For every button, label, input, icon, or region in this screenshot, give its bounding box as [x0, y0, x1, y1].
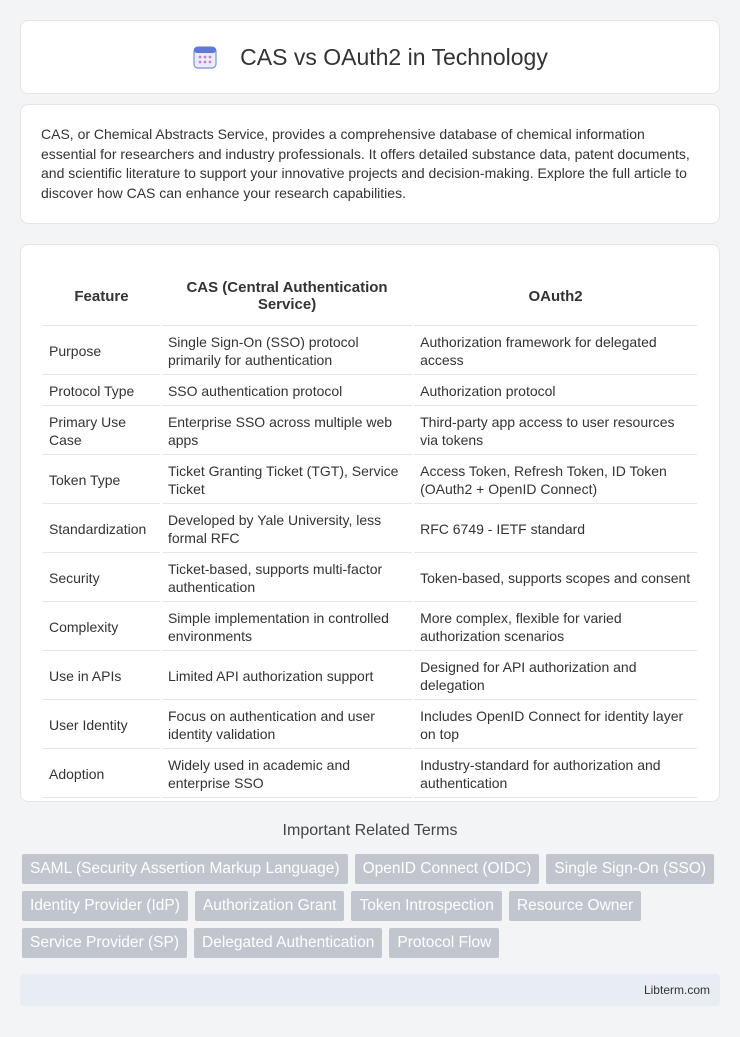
tag-row [22, 928, 722, 958]
cell-oauth2: More complex, flexible for varied authorization scenarios [414, 604, 697, 651]
cell-feature: Use in APIs [43, 653, 160, 700]
header-card [20, 20, 720, 94]
table-row [43, 377, 697, 406]
table-row [43, 506, 697, 553]
intro-text: CAS, or Chemical Abstracts Service, provides a comprehensive database of chemical information essential for researchers and industry professionals. It offers detailed substance data, patent documents, and scientific literature to support your innovative projects and decision-making. Explore the full article to discover how CAS can enhance your research capabilities. [41, 126, 690, 201]
cell-feature: Primary Use Case [43, 408, 160, 455]
cell-cas: Developed by Yale University, less formal RFC [162, 506, 412, 553]
cell-cas: Limited API authorization support [162, 653, 412, 700]
column-header-cas: CAS (Central Authentication Service) [162, 267, 412, 326]
related-term-tag[interactable]: Identity Provider (IdP) [22, 891, 188, 921]
related-term-tag[interactable]: Authorization Grant [195, 891, 345, 921]
cell-feature: Purpose [43, 328, 160, 375]
related-term-tag[interactable]: Delegated Authentication [194, 928, 382, 958]
table-row [43, 702, 697, 749]
cell-oauth2: Third-party app access to user resources via tokens [414, 408, 697, 455]
table-row [43, 751, 697, 798]
cell-oauth2: Access Token, Refresh Token, ID Token (OAuth2 + OpenID Connect) [414, 457, 697, 504]
related-term-tag[interactable]: SAML (Security Assertion Markup Language) [22, 854, 348, 884]
cell-feature: Security [43, 555, 160, 602]
table-row [43, 408, 697, 455]
table-row [43, 604, 697, 651]
cell-cas: Single Sign-On (SSO) protocol primarily for authentication [162, 328, 412, 375]
cell-cas: Focus on authentication and user identity validation [162, 702, 412, 749]
footer-site[interactable]: Libterm.com [643, 983, 710, 997]
cell-cas: Widely used in academic and enterprise SSO [162, 751, 412, 798]
table-row [43, 653, 697, 700]
comparison-table [41, 265, 699, 800]
related-terms-list [22, 854, 722, 965]
cell-oauth2: Authorization framework for delegated access [414, 328, 697, 375]
column-header-oauth2: OAuth2 [414, 267, 697, 326]
table-row [43, 328, 697, 375]
related-term-tag[interactable]: Service Provider (SP) [22, 928, 187, 958]
cell-oauth2: Includes OpenID Connect for identity layer on top [414, 702, 697, 749]
tag-row [22, 891, 722, 921]
cell-cas: Simple implementation in controlled environments [162, 604, 412, 651]
cell-cas: Ticket-based, supports multi-factor authentication [162, 555, 412, 602]
cell-oauth2: Industry-standard for authorization and authentication [414, 751, 697, 798]
related-term-tag[interactable]: Token Introspection [351, 891, 501, 921]
table-row [43, 457, 697, 504]
tag-row [22, 854, 722, 884]
cell-oauth2: Designed for API authorization and delegation [414, 653, 697, 700]
page-title: CAS vs OAuth2 in Technology [240, 43, 548, 70]
cell-feature: Protocol Type [43, 377, 160, 406]
comparison-card [20, 244, 720, 802]
related-term-tag[interactable]: Protocol Flow [389, 928, 499, 958]
table-row [43, 555, 697, 602]
cell-feature: Token Type [43, 457, 160, 504]
cell-oauth2: RFC 6749 - IETF standard [414, 506, 697, 553]
related-term-tag[interactable]: Single Sign-On (SSO) [546, 854, 714, 884]
cell-cas: Ticket Granting Ticket (TGT), Service Ticket [162, 457, 412, 504]
intro-card [20, 104, 720, 224]
cell-feature: Standardization [43, 506, 160, 553]
cell-cas: SSO authentication protocol [162, 377, 412, 406]
cell-oauth2: Authorization protocol [414, 377, 697, 406]
calendar-icon [192, 44, 218, 70]
related-term-tag[interactable]: Resource Owner [509, 891, 641, 921]
column-header-feature: Feature [43, 267, 160, 326]
related-terms-title: Important Related Terms [282, 822, 458, 839]
cell-feature: User Identity [43, 702, 160, 749]
cell-feature: Complexity [43, 604, 160, 651]
cell-cas: Enterprise SSO across multiple web apps [162, 408, 412, 455]
footer [20, 974, 720, 1006]
cell-oauth2: Token-based, supports scopes and consent [414, 555, 697, 602]
related-term-tag[interactable]: OpenID Connect (OIDC) [355, 854, 540, 884]
table-header-row [43, 267, 697, 326]
cell-feature: Adoption [43, 751, 160, 798]
